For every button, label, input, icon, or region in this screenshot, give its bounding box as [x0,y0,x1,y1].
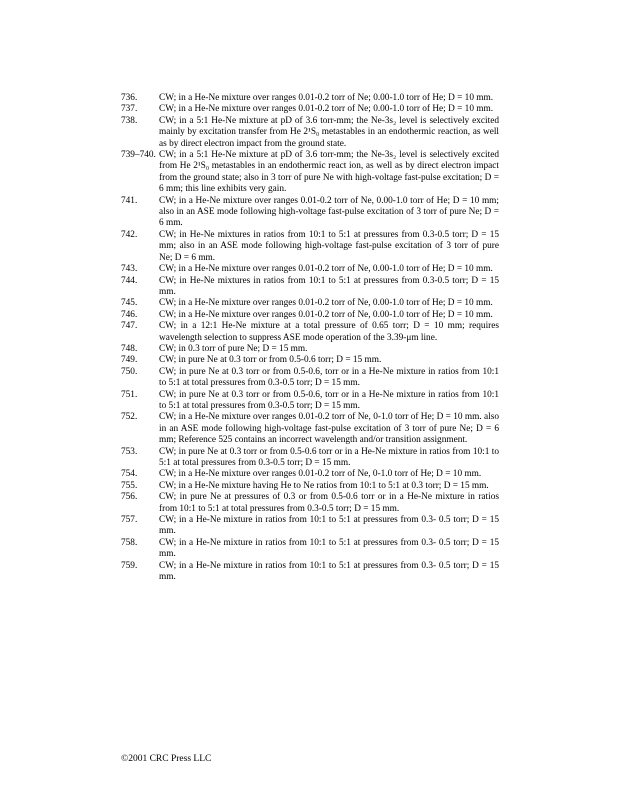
note-number: 758. [121,537,138,548]
note-entry [121,321,499,344]
note-text: CW; in a He-Ne mixture in ratios from 10:1 to 5:1 at pressures from 0.3- 0.5 torr; D = 15 mm. [159,560,499,583]
note-entry [121,515,499,538]
note-entry [121,412,499,446]
note-number: 755. [121,480,138,491]
note-number: 759. [121,560,138,571]
note-entry [121,310,499,321]
note-number: 752. [121,412,138,423]
note-number: 750. [121,366,138,377]
note-text: CW; in a He-Ne mixture over ranges 0.01-0.2 torr of Ne, 0-1.0 torr of He; D = 10 mm. [159,469,482,480]
note-entry [121,492,499,515]
note-number: 742. [121,229,138,240]
note-number: 747. [121,321,138,332]
note-number: 741. [121,195,138,206]
note-number: 738. [121,115,138,126]
note-entry [121,150,499,196]
note-text: CW; in a 5:1 He-Ne mixture at pD of 3.6 torr-mm; the Ne-3s₂ level is selectively excited from He 2¹S₀ metastables in an endothermic react ion, as well as by direct electron impact from the ground state; also in 3 torr of pure Ne with high-voltage fast-pulse excitation; D = 6 mm; this line exhibits very gain. [159,150,499,195]
note-entry [121,276,499,299]
note-text: CW; in pure Ne at 0.3 torr or from 0.5-0.6 torr; D = 15 mm. [159,355,382,366]
note-entry [121,355,499,366]
note-text: CW; in a He-Ne mixture having He to Ne ratios from 10:1 to 5:1 at 0.3 torr; D = 15 mm. [159,480,489,491]
note-entry [121,469,499,480]
note-entry [121,116,499,150]
note-text: CW; in pure Ne at 0.3 torr or from 0.5-0.6, torr or in a He-Ne mixture in ratios from 10:1 to 5:1 at total pressures from 0.3-0.5 torr; D = 15 mm. [159,389,499,411]
note-entry [121,264,499,275]
note-text: CW; in a He-Ne mixture over ranges 0.01-0.2 torr of Ne, 0.00-1.0 torr of He; D = 10 mm. [159,309,493,320]
notes-list [121,93,499,583]
note-number: 743. [121,264,138,275]
note-text: CW; in a He-Ne mixture over ranges 0.01-0.2 torr of Ne; 0.00-1.0 torr of He; D = 10 mm. [159,93,494,103]
note-entry [121,93,499,104]
note-entry [121,390,499,413]
note-number: 757. [121,515,138,526]
note-text: CW; in pure Ne at pressures of 0.3 or from 0.5-0.6 torr or in a He-Ne mixture in ratios from 10:1 to 5:1 at total pressures from 0.3-0.5 torr; D = 15 mm. [159,492,499,514]
note-entry [121,561,499,584]
note-entry [121,538,499,561]
copyright-footer: ©2001 CRC Press LLC [121,754,212,764]
note-text: CW; in a 5:1 He-Ne mixture at pD of 3.6 torr-mm; the Ne-3s₂ level is selectively excited mainly by excitation transfer from He 2¹S₀ metastables in an endothermic reaction, as well as by direct electron impact from the ground state. [159,115,499,149]
note-entry [121,196,499,230]
note-number: 737. [121,104,138,115]
note-number: 748. [121,343,138,354]
note-text: CW; in a He-Ne mixture over ranges 0.01-0.2 torr of Ne, 0.00-1.0 torr of He; D = 10 mm. [159,298,493,309]
note-text: CW; in a He-Ne mixture in ratios from 10:1 to 5:1 at pressures from 0.3- 0.5 torr; D = 15 mm. [159,537,499,560]
note-text: CW; in He-Ne mixtures in ratios from 10:1 to 5:1 at pressures from 0.3-0.5 torr; D = 15 mm; also in an ASE mode following high-voltage fast-pulse excitation of 3 torr of pure Ne; D = 6 mm. [159,229,499,263]
note-text: CW; in pure Ne at 0.3 torr or from 0.5-0.6, torr or in a He-Ne mixture in ratios from 10:1 to 5:1 at total pressures from 0.3-0.5 torr; D = 15 mm. [159,366,499,389]
note-text: CW; in pure Ne at 0.3 torr or from 0.5-0.6 torr or in a He-Ne mixture in ratios from 10:1 to 5:1 at total pressures from 0.3-0.5 torr; D = 15 mm. [159,446,499,468]
note-number: 739–740. [121,150,156,161]
note-number: 756. [121,492,138,503]
note-number: 749. [121,355,138,366]
note-text: CW; in a 12:1 He-Ne mixture at a total pressure of 0.65 torr; D = 10 mm; requires wavelength selection to suppress ASE mode operation of the 3.39-μm line. [159,321,499,343]
note-number: 736. [121,93,138,103]
note-entry [121,298,499,309]
note-entry [121,104,499,115]
note-entry [121,367,499,390]
note-number: 754. [121,469,138,480]
note-entry [121,230,499,264]
note-number: 745. [121,298,138,309]
note-text: CW; in a He-Ne mixture over ranges 0.01-0.2 torr of Ne; 0.00-1.0 torr of He; D = 10 mm. [159,104,494,115]
note-text: CW; in He-Ne mixtures in ratios from 10:1 to 5:1 at pressures from 0.3-0.5 torr; D = 15 mm. [159,275,499,297]
note-text: CW; in a He-Ne mixture in ratios from 10:1 to 5:1 at pressures from 0.3- 0.5 torr; D = 15 mm. [159,515,499,537]
note-number: 751. [121,389,138,400]
note-number: 744. [121,275,138,286]
note-entry [121,447,499,470]
note-number: 746. [121,309,138,320]
note-text: CW; in a He-Ne mixture over ranges 0.01-0.2 torr of Ne, 0-1.0 torr of He; D = 10 mm. also in an ASE mode following high-voltage fast-pulse excitation of 3 torr of pure Ne; D = 6 mm; Reference 525 contains an incorrect wavelength and/or transition assignment. [159,412,499,446]
note-number: 753. [121,446,138,457]
note-entry [121,344,499,355]
note-entry [121,481,499,492]
note-text: CW; in a He-Ne mixture over ranges 0.01-0.2 torr of Ne, 0.00-1.0 torr of He; D = 10 mm. [159,264,493,275]
note-text: CW; in 0.3 torr of pure Ne; D = 15 mm. [159,343,308,354]
note-text: CW; in a He-Ne mixture over ranges 0.01-0.2 torr of Ne, 0.00-1.0 torr of He; D = 10 mm; also in an ASE mode following high-voltage fast-pulse excitation of 3 torr of pure Ne; D = 6 mm. [159,195,499,229]
